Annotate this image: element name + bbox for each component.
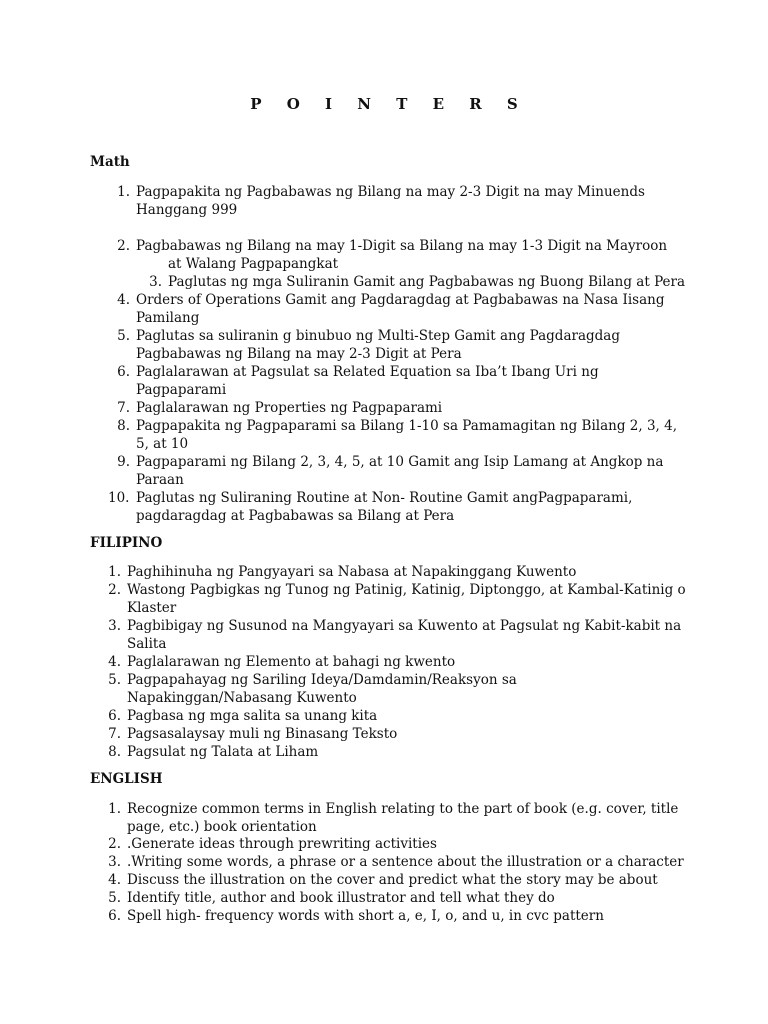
math-item-2-number: 2. <box>117 238 130 254</box>
math-item-6-number: 6. <box>117 364 130 380</box>
english-item-6-line-1: Spell high- frequency words with short a, e, I, o, and u, in cvc pattern <box>127 908 604 924</box>
math-item-1-line-1: Pagpapakita ng Pagbabawas ng Bilang na may 2-3 Digit na may Minuends <box>136 184 645 200</box>
math-item-8-number: 8. <box>117 418 130 434</box>
math-item-10-line-2: pagdaragdag at Pagbabawas sa Bilang at Pera <box>136 508 455 524</box>
english-heading: ENGLISH <box>90 771 163 787</box>
english-item-2-number: 2. <box>108 836 121 852</box>
filipino-item-3 <box>108 617 697 653</box>
english-item-3-number: 3. <box>108 854 121 870</box>
english-item-2 <box>108 835 697 853</box>
english-item-5 <box>108 889 697 907</box>
filipino-item-2 <box>108 581 697 617</box>
english-item-1-line-1: Recognize common terms in English relating to the part of book (e.g. cover, title <box>127 801 679 817</box>
math-item-1-number: 1. <box>117 184 130 200</box>
math-item-3-number: 3. <box>149 274 162 290</box>
page-title: P O I N T E R S <box>250 95 528 113</box>
math-item-9-number: 9. <box>117 454 130 470</box>
math-item-4-line-1: Orders of Operations Gamit ang Pagdaragdag at Pagbabawas na Nasa Iisang <box>136 292 665 308</box>
english-item-6 <box>108 907 697 925</box>
math-item-3 <box>149 273 698 291</box>
math-item-6 <box>117 363 696 399</box>
english-item-3-line-1: .Writing some words, a phrase or a sentence about the illustration or a character <box>127 854 684 870</box>
math-item-2-line-2: at Walang Pagpapangkat <box>168 256 339 272</box>
english-item-1-line-2: page, etc.) book orientation <box>127 819 317 835</box>
math-heading: Math <box>90 154 130 170</box>
english-item-4 <box>108 871 697 889</box>
math-item-4-line-2: Pamilang <box>136 310 200 326</box>
math-item-1-line-2: Hanggang 999 <box>136 202 238 218</box>
math-item-9-line-1: Pagpaparami ng Bilang 2, 3, 4, 5, at 10 Gamit ang Isip Lamang at Angkop na <box>136 454 664 470</box>
filipino-heading: FILIPINO <box>90 535 163 551</box>
english-item-5-line-1: Identify title, author and book illustrator and tell what they do <box>127 890 555 906</box>
math-item-5-line-1: Paglutas sa suliranin g binubuo ng Multi-Step Gamit ang Pagdaragdag <box>136 328 620 344</box>
english-item-2-line-1: .Generate ideas through prewriting activities <box>127 836 437 852</box>
math-item-10 <box>108 489 696 525</box>
filipino-item-4 <box>108 653 697 671</box>
filipino-item-2-line-2: Klaster <box>127 600 177 616</box>
math-item-4 <box>117 291 696 327</box>
math-item-9 <box>117 453 696 489</box>
filipino-item-6-line-1: Pagbasa ng mga salita sa unang kita <box>127 708 378 724</box>
filipino-item-4-line-1: Paglalarawan ng Elemento at bahagi ng kwento <box>127 654 456 670</box>
filipino-item-8-line-1: Pagsulat ng Talata at Liham <box>127 744 319 760</box>
filipino-item-2-line-1: Wastong Pagbigkas ng Tunog ng Patinig, Katinig, Diptonggo, at Kambal-Katinig o <box>127 582 686 598</box>
filipino-item-7-line-1: Pagsasalaysay muli ng Binasang Teksto <box>127 726 398 742</box>
filipino-item-7 <box>108 725 697 743</box>
math-item-8 <box>117 417 696 453</box>
filipino-item-3-line-2: Salita <box>127 636 167 652</box>
math-item-6-line-2: Pagpaparami <box>136 382 227 398</box>
filipino-item-8-number: 8. <box>108 744 121 760</box>
math-item-10-line-1: Paglutas ng Suliraning Routine at Non- Routine Gamit angPagpaparami, <box>136 490 633 506</box>
math-item-7 <box>117 399 696 417</box>
filipino-item-1-line-1: Paghihinuha ng Pangyayari sa Nabasa at Napakinggang Kuwento <box>127 564 577 580</box>
filipino-item-3-line-1: Pagbibigay ng Susunod na Mangyayari sa Kuwento at Pagsulat ng Kabit-kabit na <box>127 618 682 634</box>
math-item-2 <box>117 237 696 273</box>
filipino-item-6 <box>108 707 697 725</box>
filipino-item-5 <box>108 671 697 707</box>
english-item-4-line-1: Discuss the illustration on the cover and predict what the story may be about <box>127 872 658 888</box>
english-item-1 <box>108 800 697 836</box>
math-item-10-number: 10. <box>108 490 130 506</box>
english-item-4-number: 4. <box>108 872 121 888</box>
filipino-item-8 <box>108 743 697 761</box>
math-item-5-number: 5. <box>117 328 130 344</box>
filipino-item-3-number: 3. <box>108 618 121 634</box>
filipino-item-5-line-2: Napakinggan/Nabasang Kuwento <box>127 690 357 706</box>
math-item-6-line-1: Paglalarawan at Pagsulat sa Related Equation sa Iba’t Ibang Uri ng <box>136 364 599 380</box>
math-item-3-line-1: Paglutas ng mga Suliranin Gamit ang Pagbabawas ng Buong Bilang at Pera <box>168 274 686 290</box>
filipino-item-6-number: 6. <box>108 708 121 724</box>
math-item-9-line-2: Paraan <box>136 472 184 488</box>
english-item-3 <box>108 853 697 871</box>
english-item-1-number: 1. <box>108 801 121 817</box>
filipino-item-2-number: 2. <box>108 582 121 598</box>
math-item-7-line-1: Paglalarawan ng Properties ng Pagpaparami <box>136 400 443 416</box>
math-item-8-line-1: Pagpapakita ng Pagpaparami sa Bilang 1-10 sa Pamamagitan ng Bilang 2, 3, 4, <box>136 418 678 434</box>
filipino-item-5-line-1: Pagpapahayag ng Sariling Ideya/Damdamin/Reaksyon sa <box>127 672 517 688</box>
math-item-5 <box>117 327 696 363</box>
filipino-item-7-number: 7. <box>108 726 121 742</box>
filipino-item-5-number: 5. <box>108 672 121 688</box>
math-item-4-number: 4. <box>117 292 130 308</box>
math-item-1 <box>117 183 696 219</box>
filipino-item-4-number: 4. <box>108 654 121 670</box>
english-item-6-number: 6. <box>108 908 121 924</box>
math-item-2-line-1: Pagbabawas ng Bilang na may 1-Digit sa Bilang na may 1-3 Digit na Mayroon <box>136 238 668 254</box>
filipino-item-1 <box>108 563 697 581</box>
filipino-item-1-number: 1. <box>108 564 121 580</box>
english-item-5-number: 5. <box>108 890 121 906</box>
math-item-8-line-2: 5, at 10 <box>136 436 189 452</box>
math-item-7-number: 7. <box>117 400 130 416</box>
math-item-5-line-2: Pagbabawas ng Bilang na may 2-3 Digit at Pera <box>136 346 462 362</box>
